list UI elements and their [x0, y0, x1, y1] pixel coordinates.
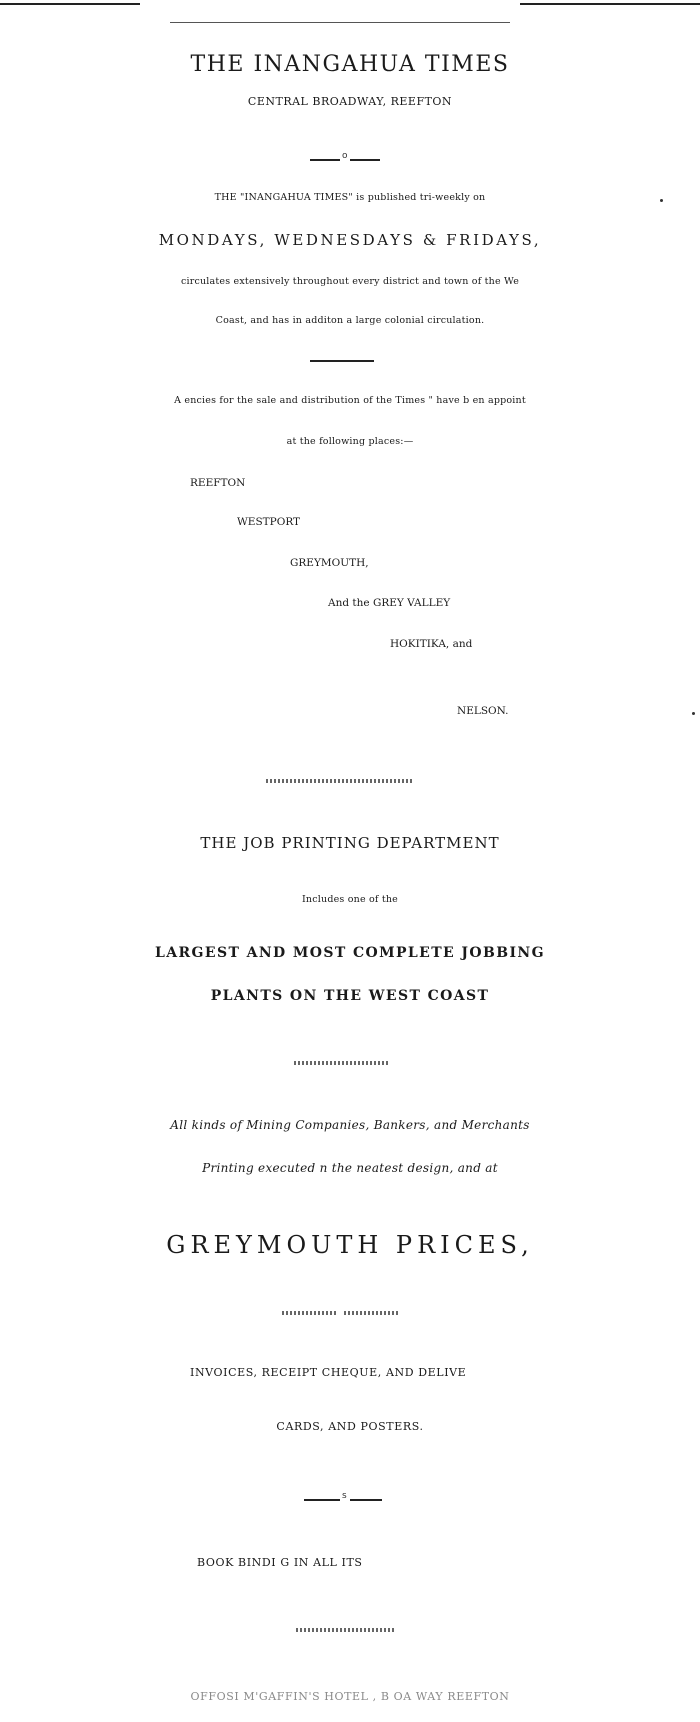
wavy-divider-3a — [282, 1311, 338, 1315]
wavy-divider-2 — [294, 1061, 390, 1065]
job-printing-heading: THE JOB PRINTING DEPARTMENT — [200, 834, 500, 852]
speck — [692, 712, 695, 715]
agency-place-reefton: REEFTON — [190, 477, 246, 489]
top-border-rule-left — [0, 3, 140, 5]
section-rule — [310, 360, 374, 362]
publication-intro: THE "INANGAHUA TIMES" is published tri-weekly on — [214, 192, 486, 203]
wavy-divider-4 — [296, 1628, 394, 1632]
printing-kinds-line-2: Printing executed n the neatest design, and at — [202, 1161, 498, 1175]
wavy-divider-3b — [344, 1311, 398, 1315]
top-border-rule-right — [520, 3, 700, 5]
agency-place-westport: WESTPORT — [237, 516, 301, 528]
masthead-title: THE INANGAHUA TIMES — [190, 52, 510, 77]
agency-place-nelson: NELSON. — [457, 705, 509, 717]
publication-days: MONDAYS, WEDNESDAYS & FRIDAYS, — [158, 231, 542, 249]
ornament-divider: o — [310, 154, 380, 164]
agency-place-greymouth: GREYMOUTH, — [290, 557, 369, 569]
cards-posters-line: CARDS, AND POSTERS. — [276, 1420, 424, 1433]
west-coast-plants-line: PLANTS ON THE WEST COAST — [210, 988, 490, 1004]
circulation-line-2: Coast, and has in additon a large colonial circulation. — [215, 315, 485, 326]
invoices-line: INVOICES, RECEIPT CHEQUE, AND DELIVE — [190, 1366, 467, 1379]
largest-plants-line: LARGEST AND MOST COMPLETE JOBBING — [155, 945, 545, 961]
book-binding-line: BOOK BINDI G IN ALL ITS — [197, 1556, 363, 1569]
ornament-divider-2: s — [304, 1494, 382, 1504]
job-printing-includes: Includes one of the — [301, 894, 399, 905]
wavy-divider-1 — [266, 779, 414, 783]
printing-kinds-line-1: All kinds of Mining Companies, Bankers, and Merchants — [170, 1118, 530, 1132]
agency-place-grey-valley: And the GREY VALLEY — [328, 597, 451, 609]
agencies-intro-line-2: at the following places:— — [286, 436, 414, 447]
agencies-intro-line-1: A encies for the sale and distribution of the Times " have b en appoint — [174, 395, 526, 406]
greymouth-prices: GREYMOUTH PRICES, — [166, 1231, 534, 1259]
agency-place-hokitika: HOKITIKA, and — [390, 638, 473, 650]
office-address-footer: OFFOSI M'GAFFIN'S HOTEL , B OA WAY REEFTON — [190, 1690, 510, 1703]
header-rule — [170, 22, 510, 23]
circulation-line-1: circulates extensively throughout every district and town of the We — [180, 276, 520, 287]
speck — [660, 199, 663, 202]
masthead-address: CENTRAL BROADWAY, REEFTON — [247, 95, 453, 108]
